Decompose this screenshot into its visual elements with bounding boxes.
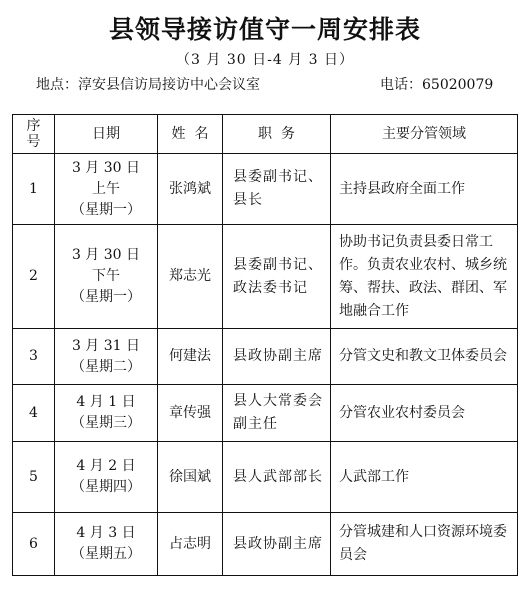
row-name: 占志明 (158, 513, 223, 576)
row-date (55, 225, 158, 329)
row-seq: 2 (13, 225, 55, 329)
row-date-line: 4 月 1 日 (76, 394, 136, 410)
row-date-line: 3 月 30 日 (71, 159, 141, 176)
row-seq: 1 (13, 154, 55, 225)
row-date (55, 385, 158, 442)
column-header-name: 姓 名 (158, 115, 223, 154)
table-row (13, 154, 518, 225)
schedule-table (12, 114, 518, 576)
row-duties: 分管农业农村委员会 (331, 385, 518, 442)
row-name: 章传强 (158, 385, 223, 442)
table-row (13, 513, 518, 576)
column-header-duties: 主要分管领域 (331, 115, 518, 154)
row-name: 郑志光 (158, 225, 223, 329)
row-date-line: 4 月 3 日 (76, 525, 136, 541)
row-seq: 4 (13, 385, 55, 442)
column-header-seq (13, 115, 55, 154)
table-row (13, 329, 518, 385)
row-date-line: 上午 (92, 180, 120, 197)
row-duties: 主持县政府全面工作 (331, 154, 518, 225)
table-row (13, 385, 518, 442)
row-date-line: 3 月 30 日 (71, 247, 141, 263)
row-position: 县人大常委会副主任 (223, 385, 331, 442)
page-title: 县领导接访值守一周安排表 (108, 15, 421, 44)
table-row (13, 225, 518, 329)
date-range-subtitle: （3 月 30 日-4 月 3 日） (176, 52, 354, 68)
row-name: 徐国斌 (158, 442, 223, 513)
row-date-line: 4 月 2 日 (76, 458, 136, 474)
row-date (55, 442, 158, 513)
row-seq: 6 (13, 513, 55, 576)
row-seq: 5 (13, 442, 55, 513)
info-line (0, 74, 530, 96)
table-row (13, 442, 518, 513)
row-position: 县政协副主席 (223, 329, 331, 385)
row-position: 县委副书记、县长 (223, 154, 331, 225)
row-seq: 3 (13, 329, 55, 385)
row-position: 县人武部部长 (223, 442, 331, 513)
row-duties: 人武部工作 (331, 442, 518, 513)
row-name: 何建法 (158, 329, 223, 385)
column-header-date: 日期 (55, 115, 158, 154)
row-name: 张鸿斌 (158, 154, 223, 225)
column-header-seq-line2: 号 (26, 134, 41, 150)
row-position: 县政协副主席 (223, 513, 331, 576)
row-date (55, 513, 158, 576)
row-date (55, 154, 158, 225)
row-position: 县委副书记、政法委书记 (223, 225, 331, 329)
phone-text: 电话：65020079 (380, 77, 494, 93)
row-duties: 分管文史和教文卫体委员会 (331, 329, 518, 385)
row-date-line: （星期二） (71, 358, 141, 375)
table-header-row (13, 115, 518, 154)
location-text: 地点：淳安县信访局接访中心会议室 (36, 77, 260, 93)
column-header-seq-line1: 序 (26, 118, 41, 134)
row-date-line: （星期四） (71, 479, 141, 495)
row-duties: 协助书记负责县委日常工作。负责农业农村、城乡统筹、帮扶、政法、群团、军地融合工作 (331, 225, 518, 329)
row-date-line: （星期一） (71, 201, 141, 218)
row-date (55, 329, 158, 385)
row-date-line: 下午 (92, 268, 120, 284)
row-date-line: （星期三） (71, 415, 141, 431)
row-date-line: 3 月 31 日 (71, 337, 141, 354)
row-date-line: （星期五） (71, 546, 141, 562)
column-header-position: 职 务 (223, 115, 331, 154)
row-duties: 分管城建和人口资源环境委员会 (331, 513, 518, 576)
row-date-line: （星期一） (71, 289, 141, 305)
